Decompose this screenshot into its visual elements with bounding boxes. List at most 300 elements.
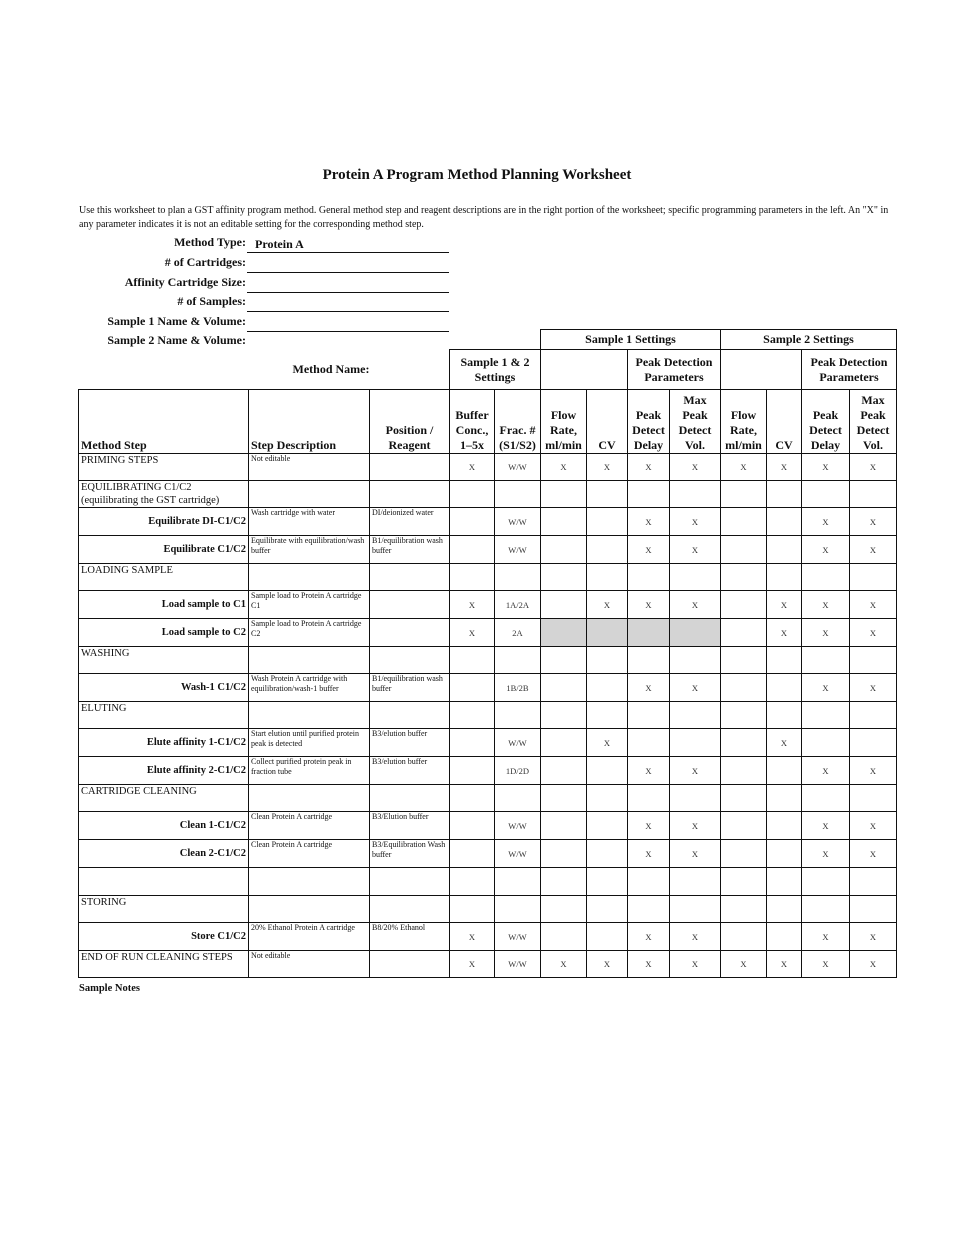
parameter-cell[interactable]	[541, 674, 587, 702]
step-description-cell	[249, 868, 370, 896]
parameter-cell: X	[587, 951, 628, 978]
parameter-cell[interactable]	[670, 896, 721, 923]
parameter-cell[interactable]	[767, 840, 802, 868]
parameter-cell[interactable]	[670, 702, 721, 729]
parameter-cell: X	[587, 729, 628, 757]
position-reagent-cell: B3/elution buffer	[370, 757, 450, 785]
parameter-cell[interactable]	[587, 536, 628, 564]
parameter-cell[interactable]	[450, 508, 495, 536]
parameter-cell[interactable]	[850, 868, 897, 896]
parameter-cell[interactable]	[541, 619, 587, 647]
meta-value-field[interactable]	[247, 255, 449, 273]
peak-detection-header: Peak Detection Parameters	[628, 350, 721, 390]
step-description-cell: Wash cartridge with water	[249, 508, 370, 536]
table-row	[79, 951, 897, 978]
worksheet-table	[78, 329, 897, 978]
method-name-field[interactable]	[370, 350, 450, 390]
parameter-cell[interactable]	[721, 757, 767, 785]
parameter-cell[interactable]	[495, 647, 541, 674]
parameter-cell: X	[670, 591, 721, 619]
parameter-cell[interactable]	[802, 729, 850, 757]
step-description-cell	[249, 896, 370, 923]
parameter-cell[interactable]	[767, 702, 802, 729]
position-reagent-cell: B8/20% Ethanol	[370, 923, 450, 951]
method-step-cell: CARTRIDGE CLEANING	[79, 785, 249, 812]
step-description-cell: Sample load to Protein A cartridge C2	[249, 619, 370, 647]
parameter-cell[interactable]	[541, 591, 587, 619]
position-reagent-cell	[370, 647, 450, 674]
step-description-cell: Start elution until purified protein peak is detected	[249, 729, 370, 757]
position-reagent-cell: B3/Equilibration Wash buffer	[370, 840, 450, 868]
table-row	[79, 757, 897, 785]
step-description-cell	[249, 647, 370, 674]
header-blank	[541, 350, 628, 390]
parameter-cell[interactable]	[850, 729, 897, 757]
meta-label: Sample 2 Name & Volume:	[107, 333, 246, 347]
parameter-cell[interactable]	[721, 619, 767, 647]
parameter-cell[interactable]	[850, 785, 897, 812]
step-description-cell: Clean Protein A cartridge	[249, 812, 370, 840]
table-row	[79, 729, 897, 757]
method-step-cell: END OF RUN CLEANING STEPS	[79, 951, 249, 978]
parameter-cell: X	[802, 591, 850, 619]
parameter-cell[interactable]	[721, 896, 767, 923]
parameter-cell[interactable]	[802, 564, 850, 591]
parameter-cell: W/W	[495, 923, 541, 951]
parameter-cell[interactable]	[721, 674, 767, 702]
meta-label: Affinity Cartridge Size:	[124, 275, 246, 289]
parameter-cell[interactable]	[495, 868, 541, 896]
parameter-cell: X	[850, 508, 897, 536]
parameter-cell[interactable]	[628, 564, 670, 591]
meta-label: Sample 1 Name & Volume:	[107, 314, 246, 328]
method-step-cell: Clean 1-C1/C2	[79, 812, 249, 840]
table-row	[79, 564, 897, 591]
parameter-cell: X	[721, 951, 767, 978]
parameter-cell[interactable]	[721, 536, 767, 564]
parameter-cell[interactable]	[767, 647, 802, 674]
meta-label: Method Type:	[174, 235, 246, 249]
parameter-cell: X	[450, 923, 495, 951]
parameter-cell[interactable]	[541, 923, 587, 951]
parameter-cell[interactable]	[587, 702, 628, 729]
parameter-cell[interactable]	[587, 812, 628, 840]
parameter-cell[interactable]	[628, 868, 670, 896]
parameter-cell[interactable]	[541, 812, 587, 840]
meta-row	[0, 235, 450, 253]
column-header-max-peak-detect-vol: Max Peak Detect Vol.	[670, 390, 721, 454]
parameter-cell: X	[541, 454, 587, 481]
parameter-cell: 1B/2B	[495, 674, 541, 702]
table-row	[79, 508, 897, 536]
parameter-cell[interactable]	[850, 896, 897, 923]
parameter-cell: X	[628, 591, 670, 619]
method-step-cell: EQUILIBRATING C1/C2 (equilibrating the GST cartridge)	[79, 481, 249, 508]
meta-row	[0, 275, 450, 293]
parameter-cell[interactable]	[670, 868, 721, 896]
parameter-cell[interactable]	[450, 481, 495, 508]
method-step-cell: Equilibrate DI-C1/C2	[79, 508, 249, 536]
parameter-cell: X	[450, 454, 495, 481]
parameter-cell[interactable]	[541, 840, 587, 868]
parameter-cell[interactable]	[670, 647, 721, 674]
parameter-cell[interactable]	[541, 481, 587, 508]
column-header-flow-rate: Flow Rate, ml/min	[541, 390, 587, 454]
parameter-cell[interactable]	[541, 564, 587, 591]
position-reagent-cell	[370, 481, 450, 508]
parameter-cell: X	[802, 923, 850, 951]
parameter-cell: X	[767, 729, 802, 757]
parameter-cell: X	[850, 951, 897, 978]
page-title: Protein A Program Method Planning Worksheet	[322, 167, 632, 183]
parameter-cell[interactable]	[767, 481, 802, 508]
position-reagent-cell	[370, 785, 450, 812]
parameter-cell[interactable]	[670, 729, 721, 757]
parameter-cell[interactable]	[628, 619, 670, 647]
parameter-cell[interactable]	[721, 785, 767, 812]
table-row	[79, 702, 897, 729]
step-description-cell: Collect purified protein peak in fraction tube	[249, 757, 370, 785]
method-step-cell: LOADING SAMPLE	[79, 564, 249, 591]
column-header-peak-detect-delay: Peak Detect Delay	[628, 390, 670, 454]
parameter-cell: X	[802, 536, 850, 564]
position-reagent-cell	[370, 868, 450, 896]
parameter-cell[interactable]	[450, 536, 495, 564]
position-reagent-cell	[370, 619, 450, 647]
method-step-cell: Clean 2-C1/C2	[79, 840, 249, 868]
parameter-cell[interactable]	[628, 647, 670, 674]
parameter-cell[interactable]	[721, 508, 767, 536]
method-step-cell: Wash-1 C1/C2	[79, 674, 249, 702]
parameter-cell: X	[670, 508, 721, 536]
parameter-cell: X	[670, 812, 721, 840]
table-row	[79, 536, 897, 564]
parameter-cell: X	[721, 454, 767, 481]
parameter-cell: X	[802, 812, 850, 840]
sample1-settings-header: Sample 1 Settings	[541, 330, 721, 350]
parameter-cell: X	[802, 757, 850, 785]
parameter-cell[interactable]	[767, 923, 802, 951]
parameter-cell: X	[802, 674, 850, 702]
step-description-cell: 20% Ethanol Protein A cartridge	[249, 923, 370, 951]
step-description-cell	[249, 702, 370, 729]
parameter-cell[interactable]	[767, 536, 802, 564]
parameter-cell[interactable]	[628, 702, 670, 729]
parameter-cell[interactable]	[670, 619, 721, 647]
meta-row	[0, 255, 450, 273]
parameter-cell: X	[541, 951, 587, 978]
parameter-cell[interactable]	[587, 564, 628, 591]
parameter-cell[interactable]	[450, 674, 495, 702]
parameter-cell: X	[767, 454, 802, 481]
parameter-cell[interactable]	[628, 896, 670, 923]
parameter-cell[interactable]	[670, 785, 721, 812]
parameter-cell: W/W	[495, 508, 541, 536]
parameter-cell[interactable]	[802, 896, 850, 923]
column-header-max-peak-detect-vol: Max Peak Detect Vol.	[850, 390, 897, 454]
parameter-cell: X	[628, 674, 670, 702]
parameter-cell[interactable]	[721, 564, 767, 591]
position-reagent-cell	[370, 591, 450, 619]
meta-label: # of Samples:	[177, 294, 246, 308]
parameter-cell[interactable]	[721, 840, 767, 868]
meta-value-field[interactable]	[247, 235, 449, 253]
parameter-cell: X	[802, 619, 850, 647]
position-reagent-cell	[370, 454, 450, 481]
column-header-position-reagent: Position / Reagent	[370, 390, 450, 454]
parameter-cell: X	[628, 923, 670, 951]
parameter-cell[interactable]	[628, 785, 670, 812]
parameter-cell: X	[802, 508, 850, 536]
parameter-cell: X	[670, 454, 721, 481]
parameter-cell[interactable]	[587, 674, 628, 702]
parameter-cell: X	[850, 812, 897, 840]
parameter-cell: X	[450, 591, 495, 619]
parameter-cell: X	[450, 951, 495, 978]
parameter-cell: X	[670, 536, 721, 564]
table-row	[79, 619, 897, 647]
header-blank	[721, 350, 802, 390]
parameter-cell[interactable]	[495, 785, 541, 812]
parameter-cell[interactable]	[450, 785, 495, 812]
position-reagent-cell: B1/equilibration wash buffer	[370, 536, 450, 564]
parameter-cell: X	[850, 454, 897, 481]
parameter-cell: X	[587, 591, 628, 619]
parameter-cell[interactable]	[802, 785, 850, 812]
parameter-cell[interactable]	[541, 868, 587, 896]
parameter-cell[interactable]	[767, 508, 802, 536]
parameter-cell[interactable]	[541, 702, 587, 729]
column-header-peak-detect-delay: Peak Detect Delay	[802, 390, 850, 454]
parameter-cell: X	[767, 619, 802, 647]
parameter-cell[interactable]	[587, 785, 628, 812]
parameter-cell[interactable]	[767, 896, 802, 923]
meta-row	[0, 294, 450, 312]
parameter-cell: X	[850, 591, 897, 619]
column-header-cv: CV	[767, 390, 802, 454]
parameter-cell[interactable]	[450, 647, 495, 674]
table-row	[79, 481, 897, 508]
parameter-cell: X	[850, 923, 897, 951]
header-spacer	[79, 330, 541, 350]
parameter-cell[interactable]	[450, 757, 495, 785]
parameter-cell[interactable]	[541, 729, 587, 757]
parameter-cell: X	[802, 951, 850, 978]
parameter-cell[interactable]	[587, 508, 628, 536]
parameter-cell: X	[628, 812, 670, 840]
parameter-cell: X	[850, 536, 897, 564]
method-step-cell: Load sample to C1	[79, 591, 249, 619]
parameter-cell[interactable]	[767, 785, 802, 812]
table-row	[79, 896, 897, 923]
parameter-cell[interactable]	[850, 647, 897, 674]
parameter-cell: X	[450, 619, 495, 647]
parameter-cell[interactable]	[802, 702, 850, 729]
method-step-cell: STORING	[79, 896, 249, 923]
parameter-cell[interactable]	[587, 923, 628, 951]
parameter-cell[interactable]	[767, 564, 802, 591]
column-header-frac: Frac. # (S1/S2)	[495, 390, 541, 454]
sample2-settings-header: Sample 2 Settings	[721, 330, 897, 350]
method-step-cell: Elute affinity 1-C1/C2	[79, 729, 249, 757]
step-description-cell: Not editable	[249, 951, 370, 978]
parameter-cell[interactable]	[541, 647, 587, 674]
meta-label: # of Cartridges:	[164, 255, 246, 269]
parameter-cell[interactable]	[767, 674, 802, 702]
parameter-cell[interactable]	[721, 481, 767, 508]
parameter-cell: X	[587, 454, 628, 481]
parameter-cell: X	[850, 757, 897, 785]
method-step-cell: WASHING	[79, 647, 249, 674]
parameter-cell[interactable]	[628, 729, 670, 757]
parameter-cell[interactable]	[541, 896, 587, 923]
column-header-cv: CV	[587, 390, 628, 454]
parameter-cell[interactable]	[850, 564, 897, 591]
parameter-cell: X	[628, 951, 670, 978]
parameter-cell[interactable]	[541, 757, 587, 785]
parameter-cell[interactable]	[587, 840, 628, 868]
parameter-cell: X	[802, 840, 850, 868]
table-row	[79, 923, 897, 951]
step-description-cell	[249, 785, 370, 812]
parameter-cell[interactable]	[670, 564, 721, 591]
peak-detection-header: Peak Detection Parameters	[802, 350, 897, 390]
method-name-label: Method Name:	[292, 361, 370, 376]
parameter-cell[interactable]	[587, 896, 628, 923]
sample-notes-label: Sample Notes	[79, 983, 140, 994]
parameter-cell[interactable]	[767, 812, 802, 840]
parameter-cell: X	[850, 619, 897, 647]
parameter-cell: X	[670, 840, 721, 868]
parameter-cell[interactable]	[802, 647, 850, 674]
parameter-cell: X	[850, 840, 897, 868]
parameter-cell[interactable]	[587, 757, 628, 785]
position-reagent-cell: B1/equilibration wash buffer	[370, 674, 450, 702]
table-row	[79, 674, 897, 702]
parameter-cell[interactable]	[802, 868, 850, 896]
method-step-header: Method Step	[79, 390, 249, 454]
parameter-cell[interactable]	[767, 868, 802, 896]
method-step-cell: Store C1/C2	[79, 923, 249, 951]
position-reagent-cell	[370, 564, 450, 591]
parameter-cell: W/W	[495, 812, 541, 840]
parameter-cell[interactable]	[767, 757, 802, 785]
parameter-cell: X	[628, 508, 670, 536]
parameter-cell[interactable]	[450, 840, 495, 868]
position-reagent-cell	[370, 951, 450, 978]
parameter-cell[interactable]	[541, 508, 587, 536]
parameter-cell: W/W	[495, 536, 541, 564]
parameter-cell[interactable]	[587, 619, 628, 647]
parameter-cell: X	[670, 757, 721, 785]
method-step-cell: Load sample to C2	[79, 619, 249, 647]
parameter-cell[interactable]	[802, 481, 850, 508]
parameter-cell[interactable]	[587, 481, 628, 508]
parameter-cell[interactable]	[495, 564, 541, 591]
step-description-cell: Sample load to Protein A cartridge C1	[249, 591, 370, 619]
method-step-cell	[79, 868, 249, 896]
table-row	[79, 812, 897, 840]
parameter-cell: X	[628, 757, 670, 785]
position-reagent-cell: B3/Elution buffer	[370, 812, 450, 840]
parameter-cell: X	[802, 454, 850, 481]
parameter-cell[interactable]	[541, 536, 587, 564]
step-description-cell: Not editable	[249, 454, 370, 481]
step-description-cell: Equilibrate with equilibration/wash buffer	[249, 536, 370, 564]
parameter-cell: 2A	[495, 619, 541, 647]
table-row	[79, 454, 897, 481]
parameter-cell: X	[767, 951, 802, 978]
parameter-cell[interactable]	[721, 923, 767, 951]
parameter-cell: X	[628, 840, 670, 868]
method-step-cell: ELUTING	[79, 702, 249, 729]
parameter-cell[interactable]	[721, 812, 767, 840]
parameter-cell[interactable]	[450, 812, 495, 840]
table-row	[79, 785, 897, 812]
parameter-cell: W/W	[495, 454, 541, 481]
step-description-header: Step Description	[249, 390, 370, 454]
parameter-cell[interactable]	[450, 868, 495, 896]
parameter-cell[interactable]	[450, 729, 495, 757]
parameter-cell[interactable]	[450, 564, 495, 591]
table-row	[79, 591, 897, 619]
parameter-cell[interactable]	[628, 481, 670, 508]
meta-value-field[interactable]	[247, 294, 449, 312]
parameter-cell[interactable]	[850, 481, 897, 508]
parameter-cell: W/W	[495, 951, 541, 978]
parameter-cell[interactable]	[721, 591, 767, 619]
parameter-cell[interactable]	[450, 702, 495, 729]
parameter-cell[interactable]	[587, 868, 628, 896]
parameter-cell: X	[670, 674, 721, 702]
parameter-cell[interactable]	[721, 702, 767, 729]
parameter-cell[interactable]	[850, 702, 897, 729]
parameter-cell: X	[628, 536, 670, 564]
parameter-cell[interactable]	[495, 702, 541, 729]
method-step-cell: Equilibrate C1/C2	[79, 536, 249, 564]
parameter-cell: W/W	[495, 840, 541, 868]
meta-value: Protein A	[255, 237, 304, 251]
meta-value-field[interactable]	[247, 275, 449, 293]
position-reagent-cell: B3/elution buffer	[370, 729, 450, 757]
table-row	[79, 647, 897, 674]
column-header-buffer-conc: Buffer Conc., 1–5x	[450, 390, 495, 454]
parameter-cell[interactable]	[721, 868, 767, 896]
parameter-cell[interactable]	[495, 481, 541, 508]
position-reagent-cell	[370, 702, 450, 729]
parameter-cell[interactable]	[721, 647, 767, 674]
method-step-cell: Elute affinity 2-C1/C2	[79, 757, 249, 785]
parameter-cell: X	[767, 591, 802, 619]
parameter-cell[interactable]	[450, 896, 495, 923]
parameter-cell: X	[670, 951, 721, 978]
parameter-cell: W/W	[495, 729, 541, 757]
method-step-cell: PRIMING STEPS	[79, 454, 249, 481]
parameter-cell[interactable]	[495, 896, 541, 923]
parameter-cell[interactable]	[721, 729, 767, 757]
step-description-cell: Wash Protein A cartridge with equilibration/wash-1 buffer	[249, 674, 370, 702]
parameter-cell: X	[850, 674, 897, 702]
parameter-cell[interactable]	[670, 481, 721, 508]
parameter-cell[interactable]	[587, 647, 628, 674]
position-reagent-cell	[370, 896, 450, 923]
position-reagent-cell: DI/deionized water	[370, 508, 450, 536]
step-description-cell	[249, 564, 370, 591]
step-description-cell	[249, 481, 370, 508]
table-row	[79, 840, 897, 868]
parameter-cell[interactable]	[541, 785, 587, 812]
parameter-cell: 1A/2A	[495, 591, 541, 619]
